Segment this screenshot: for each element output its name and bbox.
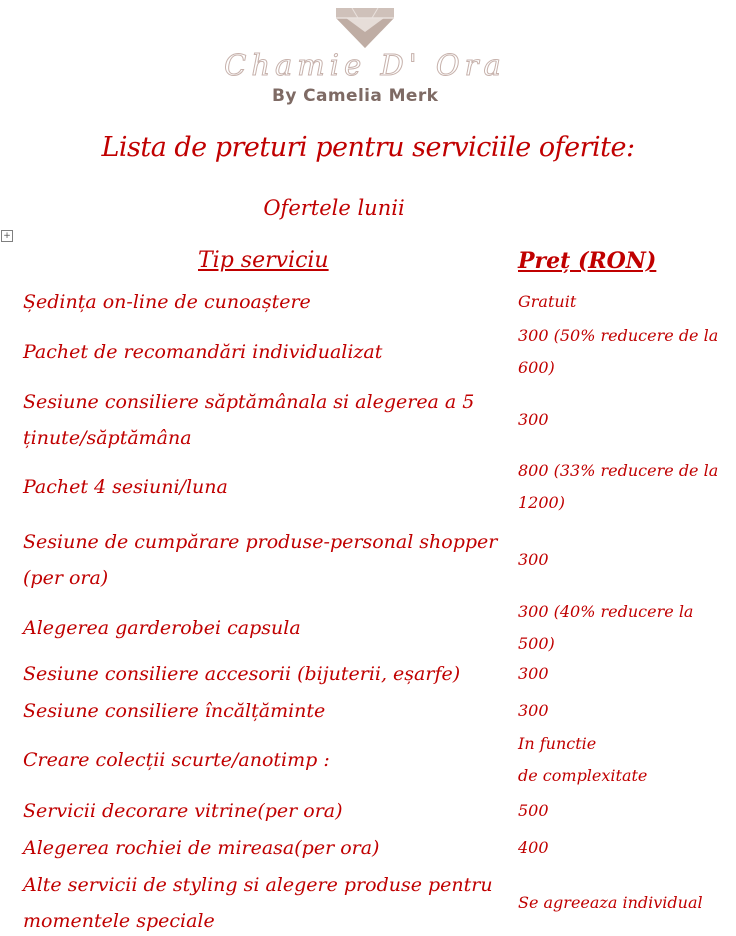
- service-name-cell: Pachet de recomandări individualizat: [23, 341, 383, 363]
- service-price-cell: 300: [518, 410, 549, 429]
- service-price-cell: 300: [518, 664, 549, 683]
- service-price-cell: 300 (50% reducere de la: [518, 326, 719, 345]
- service-price-cell: Gratuit: [518, 292, 577, 311]
- service-price-cell: de complexitate: [518, 766, 648, 785]
- service-price-cell: 300: [518, 701, 549, 720]
- service-price-cell: In functie: [518, 734, 597, 753]
- service-name-cell: Sesiune consiliere săptămânala si alegerea a 5: [23, 391, 475, 413]
- service-price-cell: 300 (40% reducere la: [518, 602, 694, 621]
- service-price-cell: 300: [518, 550, 549, 569]
- diamond-icon: [336, 8, 394, 48]
- logo-script-text: Chamie D' Ora: [224, 48, 506, 82]
- service-name-cell: Servicii decorare vitrine(per ora): [23, 800, 343, 822]
- service-price-cell: 500): [518, 634, 555, 653]
- service-name-cell: Sesiune consiliere încălțăminte: [23, 700, 326, 722]
- service-name-cell: (per ora): [23, 567, 109, 589]
- service-name-cell: Sesiune de cumpărare produse-personal shopper: [23, 531, 498, 553]
- page-subtitle: Ofertele lunii: [263, 196, 405, 220]
- column-header-service: Tip serviciu: [198, 248, 329, 273]
- service-name-cell: momentele speciale: [23, 910, 215, 932]
- service-name-cell: ținute/săptămâna: [23, 427, 192, 449]
- service-name-cell: Alte servicii de styling si alegere produse pentru: [23, 874, 493, 896]
- page-title: Lista de preturi pentru serviciile oferite:: [101, 132, 635, 163]
- service-name-cell: Alegerea rochiei de mireasa(per ora): [23, 837, 380, 859]
- logo-byline: By Camelia Merk: [272, 86, 439, 106]
- service-price-cell: 400: [518, 838, 549, 857]
- service-name-cell: Creare colecții scurte/anotimp :: [23, 749, 330, 771]
- table-move-handle-icon[interactable]: +: [1, 230, 13, 242]
- service-price-cell: 800 (33% reducere de la: [518, 461, 719, 480]
- service-price-cell: 600): [518, 358, 555, 377]
- service-price-cell: 500: [518, 801, 549, 820]
- service-name-cell: Alegerea garderobei capsula: [23, 617, 301, 639]
- service-name-cell: Sesiune consiliere accesorii (bijuterii, eșarfe): [23, 663, 461, 685]
- service-name-cell: Pachet 4 sesiuni/luna: [23, 476, 228, 498]
- service-price-cell: 1200): [518, 493, 565, 512]
- service-price-cell: Se agreeaza individual: [518, 893, 703, 912]
- column-header-price: Preț (RON): [518, 248, 657, 274]
- service-name-cell: Ședința on-line de cunoaștere: [23, 291, 311, 313]
